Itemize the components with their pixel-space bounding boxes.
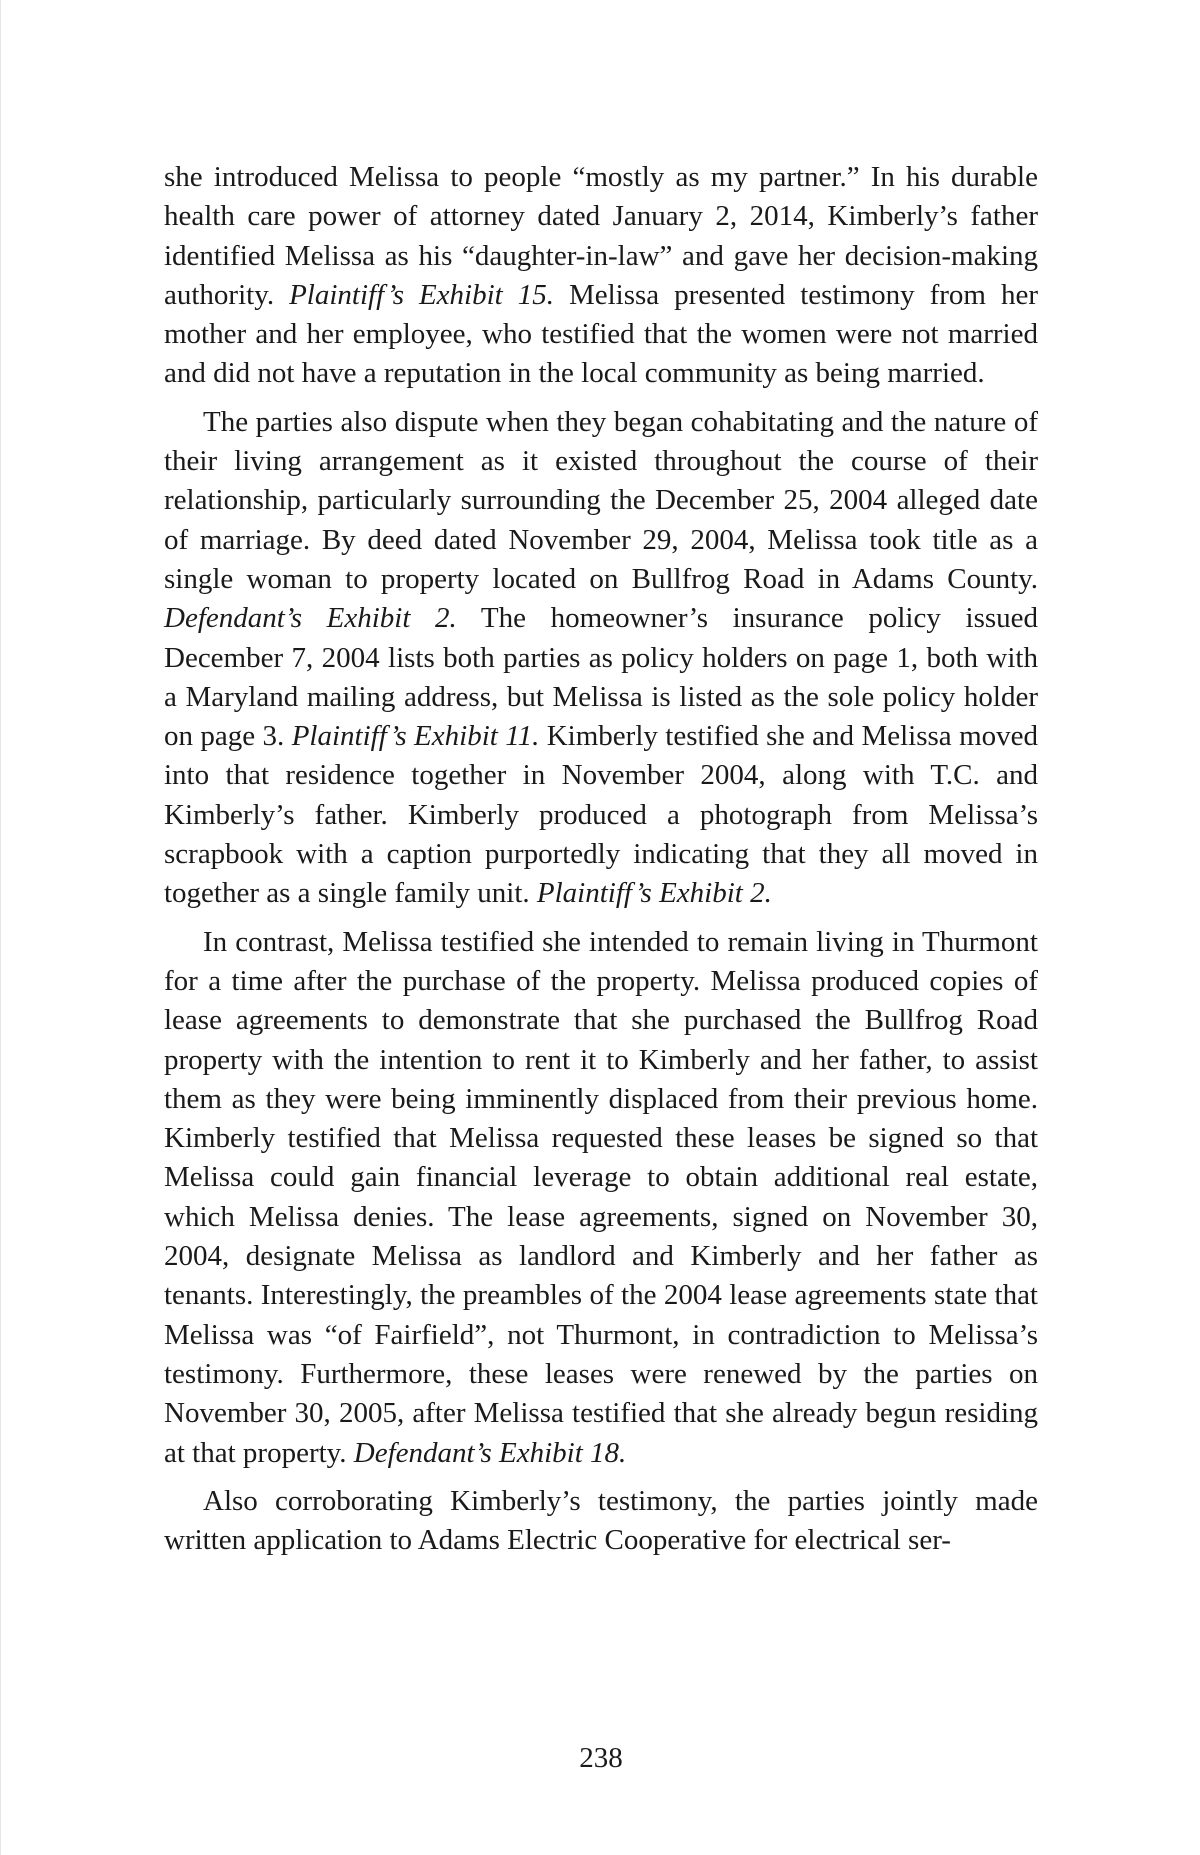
paragraph-3 (164, 923, 1038, 1473)
paragraph-1-text: Melissa presented testimony from her mother and her employee, who testified that the women were not married and did not have a reputation in the local community as being married. (164, 278, 1038, 390)
paragraph-4-text: Also corroborating Kimberly’s testimony, the parties jointly made written application to Adams Electric Cooperative for electrical ser- (164, 1484, 1038, 1557)
paragraph-3-text: In contrast, Melissa testified she intended to remain living in Thurmont for a time after the purchase of the property. Melissa produced copies of lease agreements to demonstrate that she purchased the Bullfrog Road property with the intention to rent it to Kimberly and her father, to assist them as they were being imminently displaced from their previous home. Kimberly testified that Melissa requested these leases be signed so that Melissa could gain financial leverage to obtain additional real estate, which Melissa denies. The lease agreements, signed on November 30, 2004, designate Melissa as landlord and Kimberly and her father as tenants. Interestingly, the preambles of the 2004 lease agreements state that Melissa was “of Fairfield”, not Thurmont, in contradiction to Melissa’s testimony. Furthermore, these leases were renewed by the parties on November 30, 2005, after Melissa testified that she already begun residing at that property. (164, 925, 1038, 1469)
body-text (164, 158, 1038, 1560)
paragraph-2 (164, 403, 1038, 914)
paragraph-1-text: she introduced Melissa to people “mostly as my partner.” In his durable health care power of attorney dated January 2, 2014, Kimberly’s father identified Melissa as his “daughter-in-law” and gave her decision-making authority. (164, 161, 1038, 311)
exhibit-citation: Defendant’s Exhibit 18. (353, 1436, 627, 1469)
exhibit-citation: Plaintiff’s Exhibit 2. (536, 877, 772, 910)
paragraph-4 (164, 1482, 1038, 1561)
paragraph-2-text: The parties also dispute when they began cohabitating and the nature of their living arrangement as it existed throughout the course of their relationship, particularly surrounding the December 25, 2004 alleged date of marriage. By deed dated November 29, 2004, Melissa took title as a single woman to property located on Bullfrog Road in Adams County. (164, 405, 1038, 595)
paragraph-2-text: The homeowner’s insurance policy issued December 7, 2004 lists both parties as policy holders on page 1, both with a Maryland mailing address, but Melissa is listed as the sole policy holder on page 3. (164, 602, 1039, 753)
exhibit-citation: Plaintiff’s Exhibit 11. (291, 720, 540, 753)
exhibit-citation: Plaintiff’s Exhibit 15. (289, 278, 554, 311)
paragraph-2-text: Kimberly testified she and Melissa moved into that residence together in November 2004, along with T.C. and Kimberly’s father. Kimberly produced a photograph from Melissa’s scrapbook with a caption purportedly indicating that they all moved in together as a single family unit. (164, 720, 1039, 910)
paragraph-1 (164, 158, 1038, 394)
page-number: 238 (579, 1742, 623, 1774)
exhibit-citation: Defendant’s Exhibit 2. (164, 602, 457, 635)
